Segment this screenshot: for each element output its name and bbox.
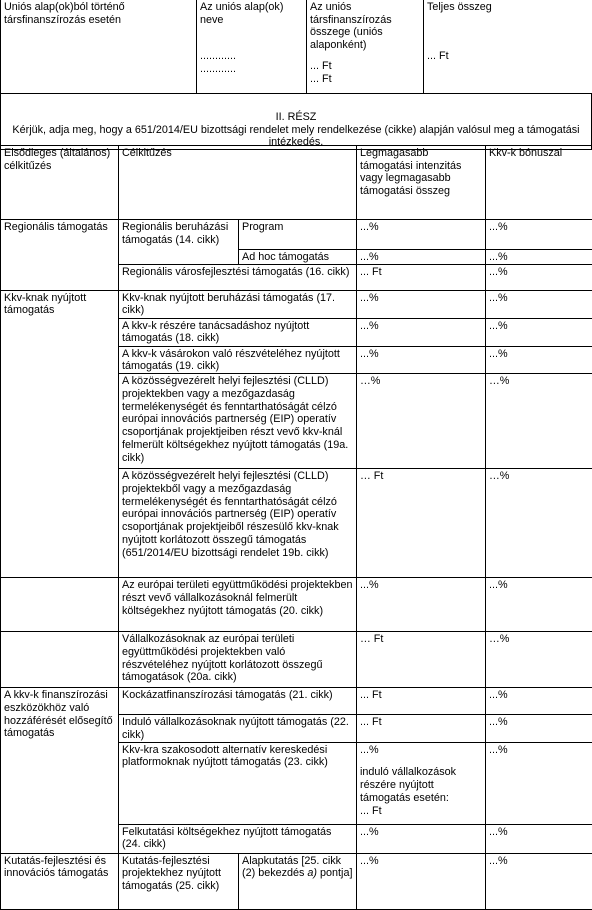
fund-name-value-1[interactable]: ............ bbox=[200, 50, 303, 63]
etc-row-bonus[interactable]: …% bbox=[486, 632, 592, 688]
part2-header bbox=[0, 93, 592, 150]
sme-row-intensity[interactable]: ...% bbox=[357, 318, 486, 346]
total-amount-cell bbox=[424, 0, 592, 93]
fund-name-title: Az uniós alap(ok) neve bbox=[200, 1, 303, 26]
header-max-intensity: Legmagasabb támogatási intenzitás vagy legmagasabb támogatási összeg bbox=[357, 146, 486, 220]
header-sme-bonus: Kkv-k bónuszai bbox=[486, 146, 592, 220]
etc-row-label: Vállalkozásoknak az európai területi együttműködési projektekben való részvételéhez nyújtott korlátozott összegű támogatások (20a. cikk) bbox=[119, 632, 357, 688]
table-row bbox=[1, 290, 592, 318]
finance-row-label: Induló vállalkozásoknak nyújtott támogatás (22. cikk) bbox=[119, 715, 357, 742]
group-sme: Kkv-knak nyújtott támogatás bbox=[1, 290, 119, 577]
eu-amount-value-1[interactable]: ... Ft bbox=[310, 60, 420, 73]
rnd-intensity[interactable]: ...% bbox=[357, 853, 486, 909]
sme-row-intensity[interactable]: ...% bbox=[357, 346, 486, 373]
total-amount-value[interactable]: ... Ft bbox=[427, 50, 589, 63]
sme-row-bonus[interactable]: ...% bbox=[486, 318, 592, 346]
sme-row-label: A kkv-k részére tanácsadáshoz nyújtott támogatás (18. cikk) bbox=[119, 318, 357, 346]
sme-row-label: A közösségvezérelt helyi fejlesztési (CLLD) projektekben vagy a mezőgazdaság termelékenységét és fenntarthatóságát célzó európai innovációs partnerség (EIP) operatív csoportjának projektjeiben részt vevő kkv-knál felmerült költségekhez nyújtott támogatás (19a. cikk) bbox=[119, 374, 357, 469]
sme-row-bonus[interactable]: …% bbox=[486, 374, 592, 469]
group-regional: Regionális támogatás bbox=[1, 220, 119, 291]
sme-row-intensity[interactable]: ...% bbox=[357, 290, 486, 318]
cofinancing-label-text: Uniós alap(ok)ból történő társfinanszírozás esetén bbox=[4, 1, 125, 26]
etc-row-intensity[interactable]: ...% bbox=[357, 578, 486, 632]
group-rnd: Kutatás-fejlesztési és innovációs támogatás bbox=[1, 853, 119, 909]
group-finance: A kkv-k finanszírozási eszközökhöz való hozzáférését elősegítő támogatás bbox=[1, 688, 119, 853]
finance-row-label: Kockázatfinanszírozási támogatás (21. cikk) bbox=[119, 688, 357, 715]
regional-urban-label: Regionális városfejlesztési támogatás (16. cikk) bbox=[119, 264, 357, 290]
rnd-basic-em: a) bbox=[307, 867, 317, 879]
finance-row-bonus[interactable]: ...% bbox=[486, 824, 592, 853]
aid-table bbox=[0, 145, 592, 910]
finance-row-intensity[interactable]: ... Ft bbox=[357, 715, 486, 742]
regional-adhoc-label: Ad hoc támogatás bbox=[239, 250, 357, 265]
regional-adhoc-bonus[interactable]: ...% bbox=[486, 250, 592, 265]
finance-row-label: Kkv-kra szakosodott alternatív kereskedési platformoknak nyújtott támogatás (23. cikk) bbox=[119, 742, 357, 824]
startup-note: induló vállalkozások részére nyújtott támogatás esetén: bbox=[360, 766, 482, 804]
fund-name-value-2[interactable]: ............ bbox=[200, 63, 303, 76]
cofinancing-label bbox=[1, 0, 197, 93]
part2-instruction: Kérjük, adja meg, hogy a 651/2014/EU bizottsági rendelet mely rendelkezése (cikke) alapján valósul meg a támogatási intézkedés. bbox=[4, 124, 588, 149]
table-row bbox=[1, 632, 592, 688]
finance-row-label: Felkutatási költségekhez nyújtott támogatás (24. cikk) bbox=[119, 824, 357, 853]
rnd-bonus[interactable]: ...% bbox=[486, 853, 592, 909]
sme-row-label: Kkv-knak nyújtott beruházási támogatás (17. cikk) bbox=[119, 290, 357, 318]
sme-row-bonus[interactable]: …% bbox=[486, 469, 592, 578]
rnd-basic-prefix: Alapkutatás [25. cikk (2) bekezdés bbox=[242, 855, 341, 880]
etc-row-label: Az európai területi együttműködési projektekben részt vevő vállalkozásoknál felmerült költségekhez nyújtott támogatás (20. cikk) bbox=[119, 578, 357, 632]
sme-row-label: A közösségvezérelt helyi fejlesztési (CLLD) projektekből vagy a mezőgazdaság termelékenységét és fenntarthatóságát célzó európai innovációs partnerség (EIP) operatív csoportjának projektjeiből részesülő kkv-knak nyújtott korlátozott összegű támogatás (651/2014/EU bizottsági rendelet 19b. cikk) bbox=[119, 469, 357, 578]
regional-adhoc-intensity[interactable]: ...% bbox=[357, 250, 486, 265]
sme-row-label: A kkv-k vásárokon való részvételéhez nyújtott támogatás (19. cikk) bbox=[119, 346, 357, 373]
regional-program-bonus[interactable]: ...% bbox=[486, 220, 592, 250]
regional-urban-intensity[interactable]: ... Ft bbox=[357, 264, 486, 290]
eu-amount-value-2[interactable]: ... Ft bbox=[310, 73, 420, 86]
regional-urban-bonus[interactable]: ...% bbox=[486, 264, 592, 290]
regional-investment-label: Regionális beruházási támogatás (14. cikk) bbox=[119, 220, 239, 265]
eu-amount-title: Az uniós társfinanszírozás összege (uniós alaponként) bbox=[310, 1, 420, 52]
finance-row-intensity[interactable]: ... Ft bbox=[357, 688, 486, 715]
regional-program-intensity[interactable]: ...% bbox=[357, 220, 486, 250]
finance-row-bonus[interactable]: ...% bbox=[486, 742, 592, 824]
etc-row-intensity[interactable]: … Ft bbox=[357, 632, 486, 688]
sme-row-intensity[interactable]: … Ft bbox=[357, 469, 486, 578]
table-header-row bbox=[1, 146, 592, 220]
finance-row-bonus[interactable]: ...% bbox=[486, 688, 592, 715]
fund-name-cell bbox=[197, 0, 307, 93]
table-row bbox=[1, 578, 592, 632]
cofinancing-table bbox=[0, 0, 592, 94]
startup-note-value[interactable]: ... Ft bbox=[360, 805, 482, 818]
finance-row-bonus[interactable]: ...% bbox=[486, 715, 592, 742]
etc-row-bonus[interactable]: ...% bbox=[486, 578, 592, 632]
header-primary-objective: Elsődleges (általános) célkitűzés bbox=[1, 146, 119, 220]
part2-cell bbox=[1, 94, 592, 150]
regional-program-label: Program bbox=[239, 220, 357, 250]
rnd-project-label: Kutatás-fejlesztési projektekhez nyújtott támogatás (25. cikk) bbox=[119, 853, 239, 909]
finance-row-intensity[interactable]: ...% bbox=[357, 824, 486, 853]
finance-row-intensity[interactable]: ...% bbox=[360, 744, 482, 757]
table-row bbox=[1, 853, 592, 909]
rnd-basic-label bbox=[239, 853, 357, 909]
group-empty bbox=[1, 578, 119, 632]
eu-amount-cell bbox=[307, 0, 424, 93]
total-amount-title: Teljes összeg bbox=[427, 1, 589, 14]
table-row bbox=[1, 220, 592, 250]
table-row bbox=[1, 688, 592, 715]
header-objective: Célkitűzés bbox=[119, 146, 357, 220]
finance-row-intensity-cell bbox=[357, 742, 486, 824]
rnd-basic-suffix: pontja] bbox=[320, 867, 352, 879]
sme-row-intensity[interactable]: …% bbox=[357, 374, 486, 469]
group-empty bbox=[1, 632, 119, 688]
part2-title: II. RÉSZ bbox=[4, 111, 588, 124]
sme-row-bonus[interactable]: ...% bbox=[486, 290, 592, 318]
sme-row-bonus[interactable]: ...% bbox=[486, 346, 592, 373]
